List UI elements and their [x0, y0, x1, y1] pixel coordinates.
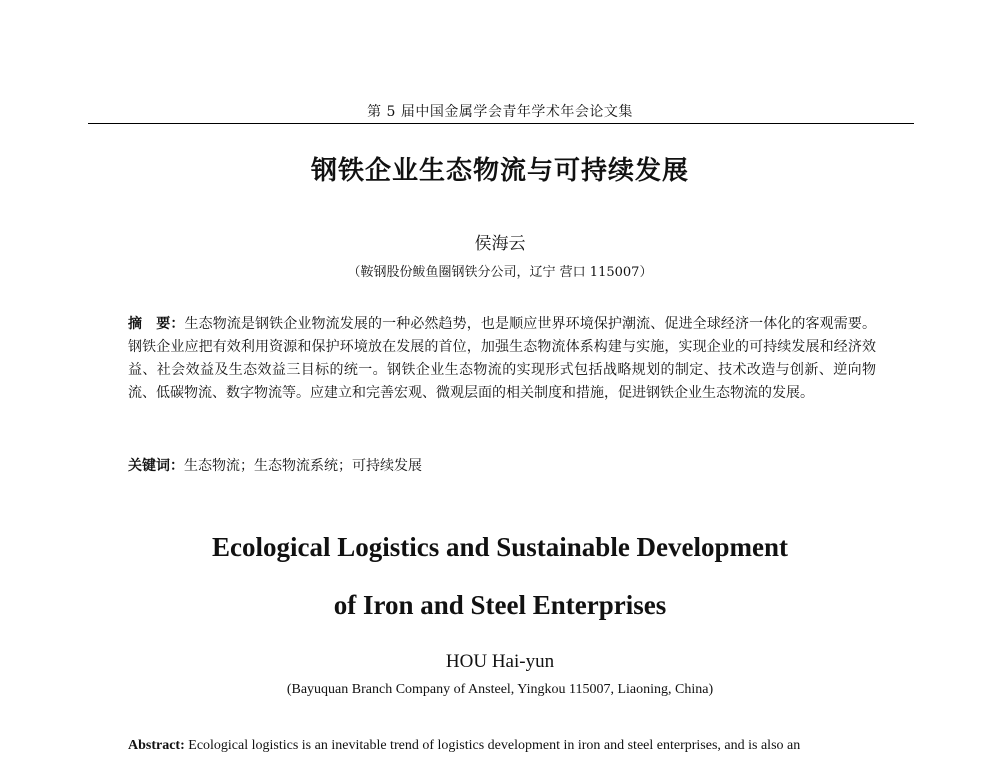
- running-head: 第 5 届中国金属学会青年学术年会论文集: [367, 104, 633, 120]
- chinese-abstract-text: 生态物流是钢铁企业物流发展的一种必然趋势，也是顺应世界环境保护潮流、促进全球经济一体化的客观需要。钢铁企业应把有效利用资源和保护环境放在发展的首位，加强生态物流体系构建与实施，实现企业的可持续发展和经济效益、社会效益及生态效益三目标的统一。钢铁企业生态物流的实现形式包括战略规划的制定、技术改造与创新、逆向物流、低碳物流、数字物流等。应建立和完善宏观、微观层面的相关制度和措施，促进钢铁企业生态物流的发展。: [128, 316, 877, 401]
- english-title-line1: Ecological Logistics and Sustainable Development: [211, 532, 789, 562]
- english-affiliation: (Bayuquan Branch Company of Ansteel, Yingkou 115007, Liaoning, China): [286, 682, 714, 697]
- chinese-keywords: [128, 455, 876, 475]
- english-author: HOU Hai-yun: [445, 651, 555, 672]
- english-abstract-label: Abstract:: [128, 738, 185, 753]
- chinese-affiliation: （鞍钢股份鲅鱼圈钢铁分公司，辽宁 营口 115007）: [347, 265, 653, 280]
- english-title: [0, 518, 1000, 634]
- chinese-abstract: [128, 313, 876, 405]
- english-abstract-text: Ecological logistics is an inevitable trend of logistics development in iron and steel enterprises, and is also an: [188, 738, 801, 753]
- english-abstract: [128, 738, 888, 754]
- chinese-keywords-text: 生态物流；生态物流系统；可持续发展: [184, 458, 422, 474]
- chinese-abstract-label: 摘 要：: [128, 316, 185, 332]
- english-title-line2: of Iron and Steel Enterprises: [333, 590, 667, 620]
- chinese-title: 钢铁企业生态物流与可持续发展: [310, 156, 689, 186]
- header-rule: [88, 123, 914, 124]
- chinese-keywords-label: 关键词：: [128, 458, 184, 474]
- chinese-author: 侯海云: [474, 234, 526, 254]
